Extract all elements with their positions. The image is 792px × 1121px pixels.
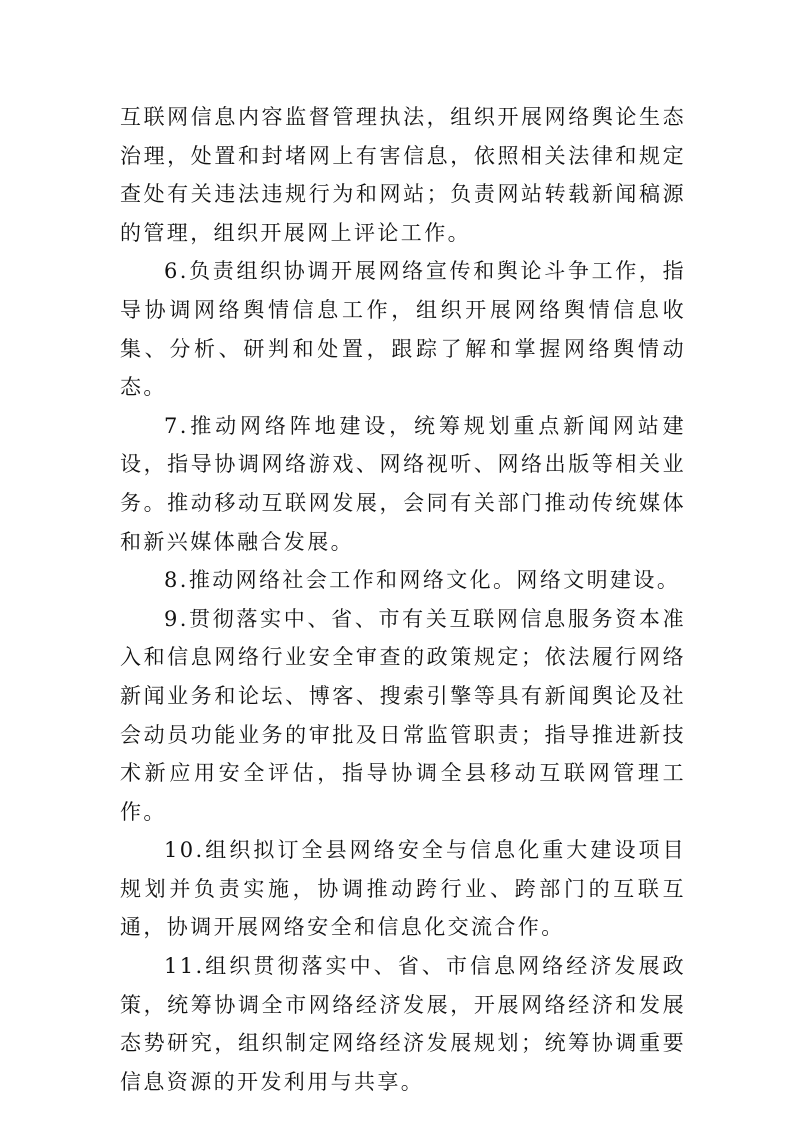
paragraph-item-11: 11.组织贯彻落实中、省、市信息网络经济发展政策，统筹协调全市网络经济发展，开展网络经济和发展态势研究，组织制定网络经济发展规划；统筹协调重要信息资源的开发利用与共享。	[120, 954, 686, 1094]
paragraph-item-10: 10.组织拟订全县网络安全与信息化重大建设项目规划并负责实施，协调推动跨行业、跨部门的互联互通，协调开展网络安全和信息化交流合作。	[120, 838, 686, 940]
paragraph-item-7: 7.推动网络阵地建设，统筹规划重点新闻网站建设，指导协调网络游戏、网络视听、网络出版等相关业务。推动移动互联网发展，会同有关部门推动传统媒体和新兴媒体融合发展。	[120, 413, 686, 554]
paragraph-item-6: 6.负责组织协调开展网络宣传和舆论斗争工作，指导协调网络舆情信息工作，组织开展网络舆情信息收集、分析、研判和处置，跟踪了解和掌握网络舆情动态。	[120, 259, 686, 400]
paragraph-item-9: 9.贯彻落实中、省、市有关互联网信息服务资本准入和信息网络行业安全审查的政策规定；依法履行网络新闻业务和论坛、博客、搜索引擎等具有新闻舆论及社会动员功能业务的审批及日常监管职责；指导推进新技术新应用安全评估，指导协调全县移动互联网管理工作。	[120, 606, 686, 824]
document-body	[120, 98, 686, 1101]
paragraph-continuation: 互联网信息内容监督管理执法，组织开展网络舆论生态治理，处置和封堵网上有害信息，依照相关法律和规定查处有关违法违规行为和网站；负责网站转载新闻稿源的管理，组织开展网上评论工作。	[120, 105, 686, 245]
paragraph-item-8: 8.推动网络社会工作和网络文化。网络文明建设。	[164, 568, 681, 593]
